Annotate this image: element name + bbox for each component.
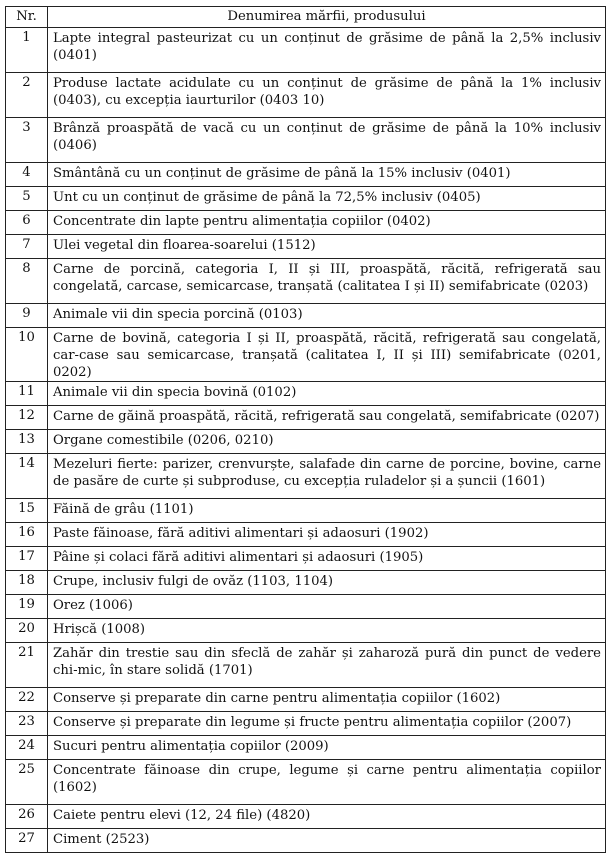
table-row (6, 547, 606, 571)
row-number: 26 (6, 805, 48, 829)
row-number: 23 (6, 712, 48, 736)
row-product: Brânză proaspătă de vacă cu un conținut de grăsime de până la 10% inclusiv (0406) (48, 118, 606, 163)
row-number: 24 (6, 736, 48, 760)
table-row (6, 406, 606, 430)
row-product: Animale vii din specia bovină (0102) (48, 382, 606, 406)
row-product: Ciment (2523) (48, 829, 606, 853)
row-product: Mezeluri fierte: parizer, crenvurște, salafade din carne de porcine, bovine, carne de pasăre de curte și subproduse, cu excepția ruladelor și a șuncii (1601) (48, 454, 606, 499)
header-name: Denumirea mărfii, produsului (48, 7, 606, 28)
table-row (6, 712, 606, 736)
table-row (6, 73, 606, 118)
row-number: 14 (6, 454, 48, 499)
row-number: 3 (6, 118, 48, 163)
row-product: Caiete pentru elevi (12, 24 file) (4820) (48, 805, 606, 829)
table-row (6, 118, 606, 163)
row-product: Sucuri pentru alimentația copiilor (2009) (48, 736, 606, 760)
row-product: Concentrate din lapte pentru alimentația copiilor (0402) (48, 211, 606, 235)
row-product: Hrișcă (1008) (48, 619, 606, 643)
row-product: Ulei vegetal din floarea-soarelui (1512) (48, 235, 606, 259)
table-row (6, 595, 606, 619)
row-number: 6 (6, 211, 48, 235)
row-product: Produse lactate acidulate cu un conținut de grăsime de până la 1% inclusiv (0403), cu excepția iaurturilor (0403 10) (48, 73, 606, 118)
row-product: Carne de găină proaspătă, răcită, refrigerată sau congelată, semifabricate (0207) (48, 406, 606, 430)
table-row (6, 619, 606, 643)
header-row (6, 7, 606, 28)
row-number: 27 (6, 829, 48, 853)
table-row (6, 829, 606, 853)
row-product: Organe comestibile (0206, 0210) (48, 430, 606, 454)
table-row (6, 571, 606, 595)
row-number: 12 (6, 406, 48, 430)
table-row (6, 760, 606, 805)
row-product: Unt cu un conținut de grăsime de până la 72,5% inclusiv (0405) (48, 187, 606, 211)
row-number: 25 (6, 760, 48, 805)
row-number: 15 (6, 499, 48, 523)
row-product: Paste făinoase, fără aditivi alimentari și adaosuri (1902) (48, 523, 606, 547)
row-number: 21 (6, 643, 48, 688)
table-row (6, 259, 606, 304)
row-number: 2 (6, 73, 48, 118)
header-nr: Nr. (6, 7, 48, 28)
table-row (6, 235, 606, 259)
row-number: 11 (6, 382, 48, 406)
row-number: 16 (6, 523, 48, 547)
row-product: Animale vii din specia porcină (0103) (48, 304, 606, 328)
table-row (6, 736, 606, 760)
table-row (6, 163, 606, 187)
row-number: 8 (6, 259, 48, 304)
row-number: 22 (6, 688, 48, 712)
row-number: 7 (6, 235, 48, 259)
row-product: Pâine și colaci fără aditivi alimentari și adaosuri (1905) (48, 547, 606, 571)
row-product: Făină de grâu (1101) (48, 499, 606, 523)
row-product: Orez (1006) (48, 595, 606, 619)
table-row (6, 643, 606, 688)
row-product: Conserve și preparate din legume și fructe pentru alimentația copiilor (2007) (48, 712, 606, 736)
table-row (6, 523, 606, 547)
row-product: Zahăr din trestie sau din sfeclă de zahăr și zaharoză pură din punct de vedere chi-mic, în stare solidă (1701) (48, 643, 606, 688)
row-product: Carne de bovină, categoria I și II, proaspătă, răcită, refrigerată sau congelată, car-case sau semicarcase, tranșată (calitatea I, II și III) semifabricate (0201, 0202) (48, 328, 606, 382)
table-row (6, 304, 606, 328)
table-row (6, 688, 606, 712)
row-product: Smântână cu un conținut de grăsime de până la 15% inclusiv (0401) (48, 163, 606, 187)
row-number: 19 (6, 595, 48, 619)
row-number: 13 (6, 430, 48, 454)
row-number: 4 (6, 163, 48, 187)
row-product: Concentrate făinoase din crupe, legume și carne pentru alimentația copiilor (1602) (48, 760, 606, 805)
row-number: 20 (6, 619, 48, 643)
row-number: 1 (6, 28, 48, 73)
table-row (6, 430, 606, 454)
row-number: 9 (6, 304, 48, 328)
table-row (6, 28, 606, 73)
row-product: Lapte integral pasteurizat cu un conținut de grăsime de până la 2,5% inclusiv (0401) (48, 28, 606, 73)
row-number: 5 (6, 187, 48, 211)
table-row (6, 211, 606, 235)
products-table (5, 6, 606, 853)
table-row (6, 382, 606, 406)
table-row (6, 805, 606, 829)
table-row (6, 499, 606, 523)
table-row (6, 454, 606, 499)
table-row (6, 187, 606, 211)
row-number: 10 (6, 328, 48, 382)
row-product: Crupe, inclusiv fulgi de ovăz (1103, 1104) (48, 571, 606, 595)
row-product: Carne de porcină, categoria I, II și III, proaspătă, răcită, refrigerată sau congelată, carcase, semicarcase, tranșată (calitatea I și II) semifabricate (0203) (48, 259, 606, 304)
row-number: 18 (6, 571, 48, 595)
row-product: Conserve și preparate din carne pentru alimentația copiilor (1602) (48, 688, 606, 712)
row-number: 17 (6, 547, 48, 571)
table-row (6, 328, 606, 382)
